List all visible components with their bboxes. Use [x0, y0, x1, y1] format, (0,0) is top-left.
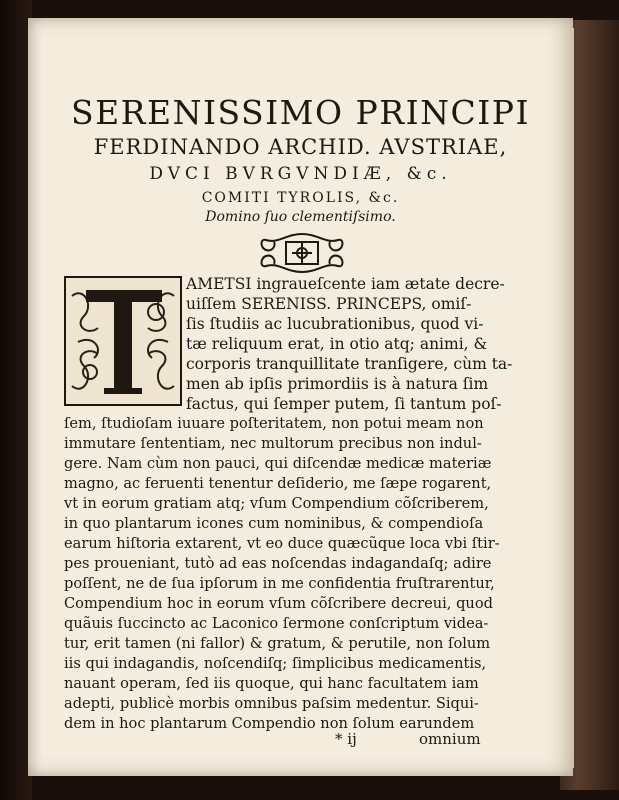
body-line-22: adepti, publicè morbis omnibus paſsim medentur. Siqui- [64, 695, 479, 712]
title-line-5: Domino ſuo clementiſsimo. [205, 209, 396, 225]
decorated-initial [64, 276, 182, 406]
body-line-11: magno, ac feruenti tenentur deſiderio, me ſæpe rogarent, [64, 475, 492, 492]
body-line-1: AMETSI ingraueſcente iam ætate decre- [186, 275, 505, 293]
body-line-6: men ab ipſis primordiis is à natura ſim [186, 375, 489, 393]
body-line-5: corporis tranquillitate tranſigere, cùm ta- [186, 355, 513, 373]
body-line-13: in quo plantarum icones cum nominibus, & compendioſa [64, 515, 484, 532]
body-line-4: tæ reliquum erat, in otio atq; animi, & [186, 335, 488, 353]
book-page [28, 18, 573, 776]
title-line-4: COMITI TYROLIS, &c. [201, 190, 400, 206]
body-line-9: immutare ſententiam, nec multorum precibus non indul- [64, 435, 482, 452]
body-line-21: nauant operam, ſed iis quoque, qui hanc facultatem iam [64, 675, 479, 692]
body-line-19: tur, erit tamen (ni fallor) & gratum, & perutile, non ſolum [64, 635, 491, 652]
body-line-8: ſem, ſtudioſam iuuare poſteritatem, non potui meam non [64, 415, 484, 432]
body-line-12: vt in eorum gratiam atq; vſum Compendium cõſcriberem, [64, 495, 489, 512]
body-line-10: gere. Nam cùm non pauci, qui diſcendæ medicæ materiæ [64, 455, 492, 472]
floral-ornament-icon [256, 230, 348, 276]
signature-mark: * ij [335, 730, 357, 748]
body-line-2: uiſſem SERENISS. PRINCEPS, omiſ- [186, 295, 472, 313]
body-line-23: dem in hoc plantarum Compendio non ſolum earundem [64, 715, 475, 732]
body-line-18: quãuis ſuccincto ac Laconico ſermone conſcriptum videa- [64, 615, 489, 632]
title-line-3: DVCI BVRGVNDIÆ, &c. [149, 164, 452, 184]
acanthus-initial-icon [64, 276, 182, 406]
body-line-17: Compendium hoc in eorum vſum cõſcribere decreui, quod [64, 595, 493, 612]
body-line-3: ſis ſtudiis ac lucubrationibus, quod vi- [186, 315, 484, 333]
body-line-20: iis qui indagandis, noſcendiſq; ſimplicibus medicamentis, [64, 655, 487, 672]
body-line-16: poſſent, ne de ſua ipſorum in me confidentia fruſtrarentur, [64, 575, 495, 592]
title-line-1: SERENISSIMO PRINCIPI [70, 93, 531, 132]
body-line-15: pes proueniant, tutò ad eas noſcendas indagandaſq; adire [64, 555, 492, 572]
body-line-7: factus, qui ſemper putem, ſi tantum poſ- [186, 395, 502, 413]
body-line-14: earum hiſtoria extarent, vt eo duce quæcũque loca vbi ſtir- [64, 535, 500, 552]
catchword: omnium [419, 730, 481, 748]
title-line-2: FERDINANDO ARCHID. AVSTRIAE, [93, 135, 508, 159]
